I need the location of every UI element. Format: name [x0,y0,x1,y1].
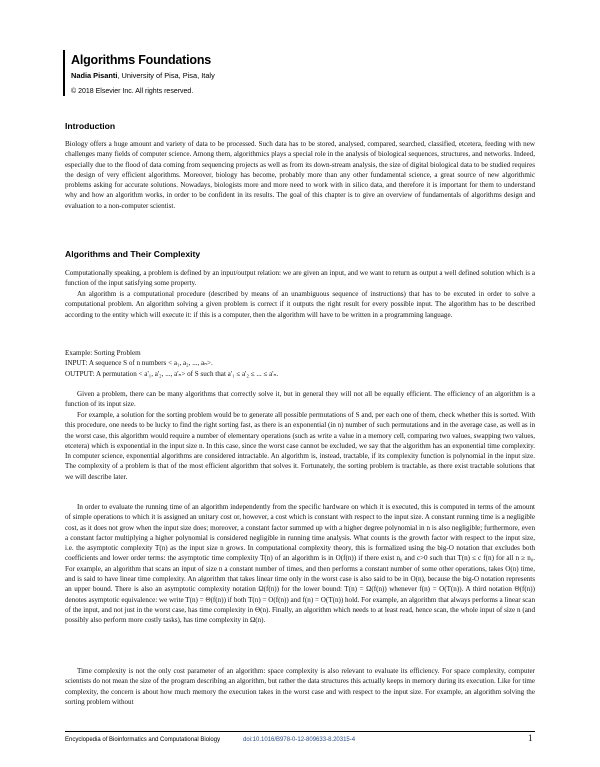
introduction-paragraph: Biology offers a huge amount and variety of data to be processed. Such data has to be stored, analysed, compared, searched, classified, etcetera, feeding with new challenges many fields of computer science. Among them, algorithmics plays a special role in the analysis of biological sequences, structures, and networks. Indeed, especially due to the flood of data coming from sequencing projects as well as from its down-stream analysis, the size of digital biological data to be studied requires the design of very efficient algorithms. Moreover, biology has become, probably more than any other fundamental science, a great source of new algorithmic problems asking for accurate solutions. Nowadays, biologists more and more need to work with in silico data, and therefore it is important for them to understand why and how an algorithm works, in order to be confident in its results. The goal of this chapter is to give an overview of fundamentals of algorithms design and evaluation to a non-computer scientist. [65,140,535,210]
efficiency-paragraph: Given a problem, there can be many algorithms that correctly solve it, but in general they will not all be equally efficient. The efficiency of an algorithm is a function of its input size. [65,390,535,409]
chapter-title: Algorithms Foundations [71,53,212,67]
introduction-heading: Introduction [65,121,116,131]
author-name: Nadia Pisanti [71,71,118,80]
author-line [71,71,215,80]
footer-rule [65,731,535,732]
footer-doi-link[interactable]: doi:10.1016/B978-0-12-809633-8.20315-4 [243,737,356,743]
sorting-example-paragraph: For example, a solution for the sorting problem would be to generate all possible permutations of S and, per each one of them, check whether this is sorted. With this procedure, one needs to be lucky to find the right sorting fast, as there is an exponential (in n) number of such permutations and in the average case, as well as in the worst case, this algorithm would require a number of elementary operations (such as write a value in a memory cell, comparing two values, swapping two values, etcetera) which is exponential in the input size n. In this case, since the worst case cannot be excluded, we say that the algorithm has an exponential time complexity. In computer science, exponential algorithms are considered intractable. An algorithm is, instead, tractable, if its complexity function is polynomial in the input size. The complexity of a problem is that of the most efficient algorithm that solves it. Fortunately, the sorting problem is tractable, as there exist tractable solutions that we will describe later. [65,411,535,481]
footer-book-title: Encyclopedia of Bioinformatics and Computational Biology [65,737,221,743]
title-rule [63,50,65,96]
running-time-paragraph: In order to evaluate the running time of an algorithm independently from the specific hardware on which it is executed, this is computed in terms of the amount of simple operations to which it is assigned an unitary cost or, however, a cost which is constant with respect to the input size. A constant running time is a negligible cost, as it does not grow when the input size does; moreover, a constant factor summed up with a higher degree polynomial in n is also negligible; furthermore, even a constant factor multiplying a higher polynomial is considered negligible in running time analysis. What counts is the growth factor with respect to the input size, i.e. the asymptotic complexity T(n) as the input size n grows. In computational complexity theory, this is formalized using the big-O notation that excludes both coefficients and lower order terms: the asymptotic time complexity T(n) of an algorithm is in O(f(n)) if there exist n₀ and c>0 such that T(n) ≤ c f(n) for all n ≥ n₀. For example, an algorithm that scans an input of size n a constant number of times, and then performs a constant number of some other operations, takes O(n) time, and is said to have linear time complexity. An algorithm that takes linear time only in the worst case is also said to be in O(n), because the big-O notation represents an upper bound. There is also an asymptotic complexity notation Ω(f(n)) for the lower bound: T(n) = Ω(f(n)) whenever f(n) = O(T(n)). A third notation Θ(f(n)) denotes asymptotic equivalence: we write T(n) = Θ(f(n)) if both T(n) = O(f(n)) and f(n) = O(T(n)) hold. For example, an algorithm that always performs a linear scan of the input, and not just in the worst case, has time complexity in Θ(n). Finally, an algorithm which needs to at least read, hence scan, the whole input of size n (and possibly also perform more costly tasks), has time complexity in Ω(n). [65,503,535,625]
example-input: INPUT: A sequence S of n numbers < a₁, a₂, ..., aₙ>. [65,359,213,367]
example-title: Example: Sorting Problem [65,349,141,357]
copyright-notice: © 2018 Elsevier Inc. All rights reserved. [71,88,194,95]
author-affiliation: , University of Pisa, Pisa, Italy [117,71,215,80]
page-number: 1 [528,733,533,743]
complexity-heading: Algorithms and Their Complexity [65,249,201,259]
problem-paragraph: Computationally speaking, a problem is defined by an input/output relation: we are given an input, and we want to return as output a well defined solution which is a function of the input satisfying some property. [65,269,535,288]
example-output: OUTPUT: A permutation < a'₁, a'₂, ..., a'ₙ> of S such that a'₁ ≤ a'₂ ≤ ... ≤ a'ₙ. [65,370,279,378]
algorithm-paragraph: An algorithm is a computational procedure (described by means of an unambiguous sequence of instructions) that has to be excuted in order to solve a computational problem. An algorithm solving a given problem is correct if it outputs the right result for every possible input. The algorithm has to be described according to the entity which will execute it: if this is a computer, then the algorithm will have to be written in a programming language. [65,290,535,319]
space-complexity-paragraph: Time complexity is not the only cost parameter of an algorithm: space complexity is also relevant to evaluate its efficiency. For space complexity, computer scientists do not mean the size of the program describing an algorithm, but rather the data structures this actually keeps in memory during its execution. Like for time complexity, the concern is about how much memory the execution takes in the worst case and with respect to the input size. For example, an algorithm solving the sorting problem without [65,667,535,706]
